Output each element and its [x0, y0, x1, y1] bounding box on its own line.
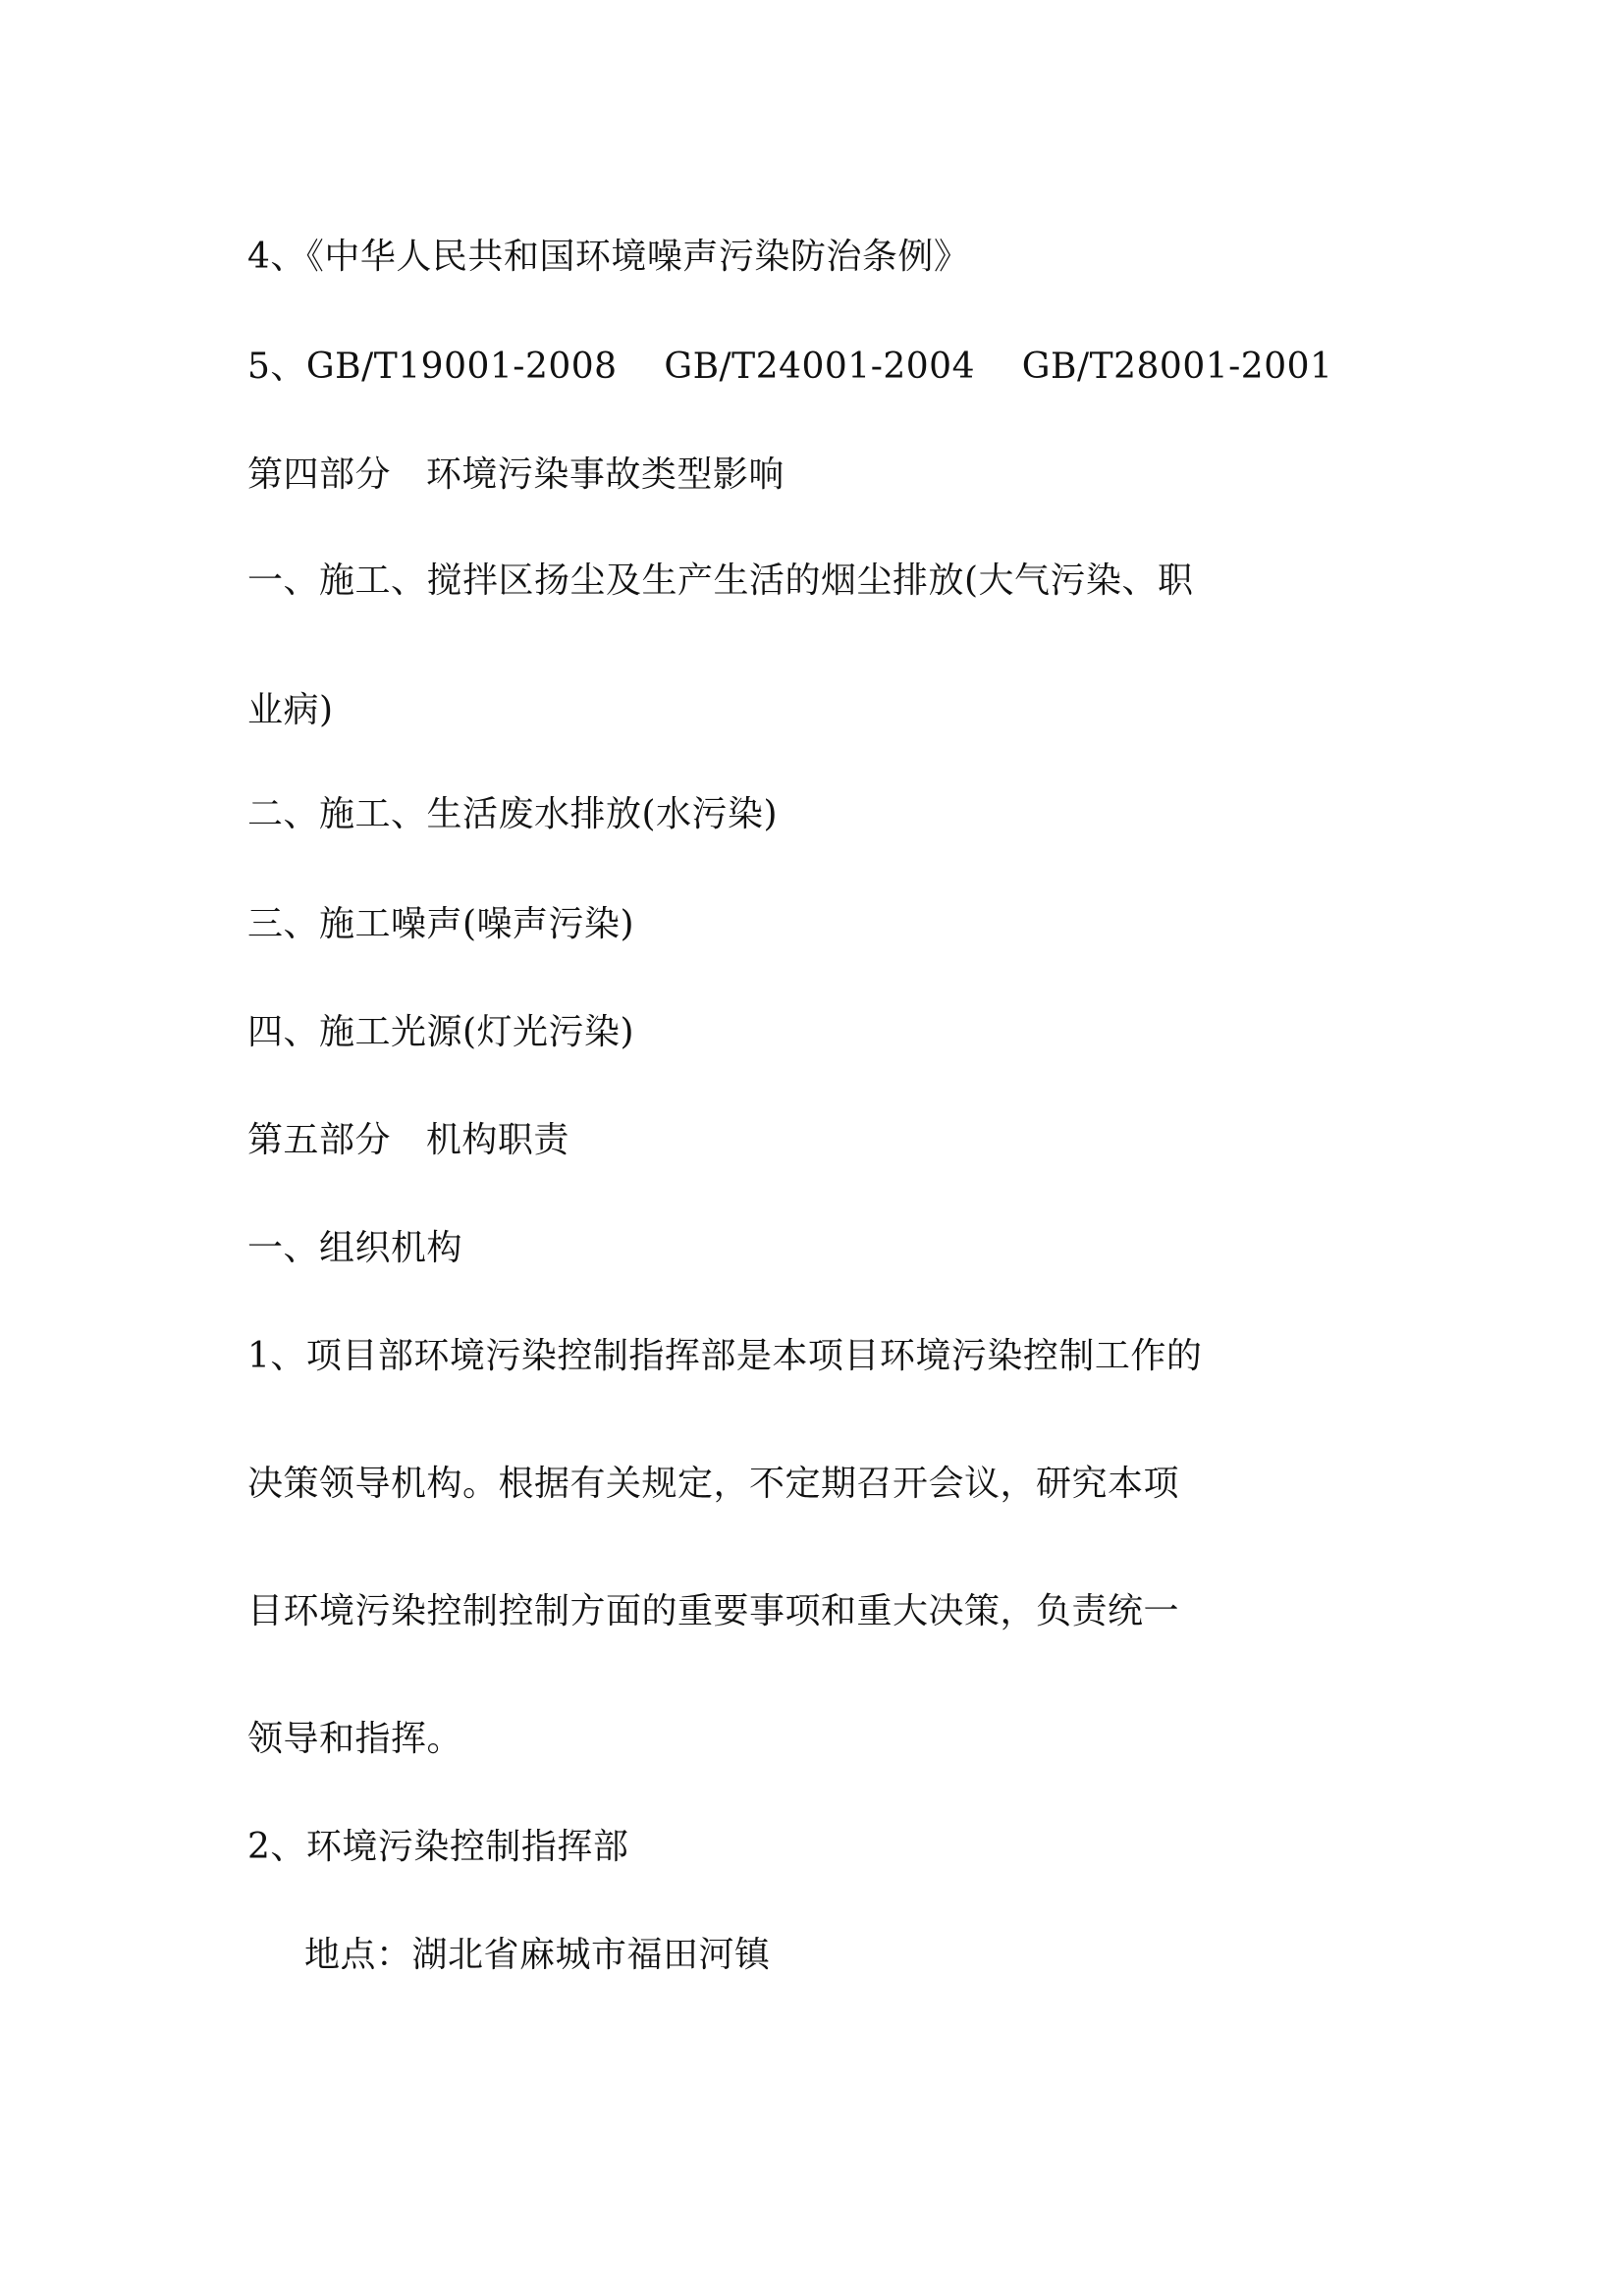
paragraph-line-3: 1、项目部环境污染控制指挥部是本项目环境污染控制工作的	[247, 1336, 1203, 1376]
list-item-regulation-4: 4、《中华人民共和国环境噪声污染防治条例》	[247, 237, 970, 277]
list-item-command-center: 2、环境污染控制指挥部	[247, 1827, 629, 1867]
paragraph-line-4: 决策领导机构。根据有关规定，不定期召开会议，研究本项	[247, 1464, 1180, 1504]
list-item-noise-pollution: 三、施工噪声(噪声污染)	[247, 904, 635, 944]
list-item-standards-5: 5、GB/T19001-2008 GB/T24001-2004 GB/T28001-2001	[247, 347, 1333, 387]
paragraph-line-5: 目环境污染控制控制方面的重要事项和重大决策，负责统一	[247, 1591, 1180, 1631]
paragraph-line-2: 业病)	[247, 690, 334, 730]
paragraph-line-6: 领导和指挥。	[247, 1719, 463, 1759]
paragraph-line-1: 一、施工、搅拌区扬尘及生产生活的烟尘排放(大气污染、职	[247, 561, 1194, 601]
list-item-water-pollution: 二、施工、生活废水排放(水污染)	[247, 794, 779, 834]
location-line: 地点：湖北省麻城市福田河镇	[304, 1935, 771, 1975]
section-heading-part-4: 第四部分 环境污染事故类型影响	[247, 454, 785, 495]
list-item-light-pollution: 四、施工光源(灯光污染)	[247, 1012, 635, 1052]
subheading-organization: 一、组织机构	[247, 1228, 463, 1268]
section-heading-part-5: 第五部分 机构职责	[247, 1120, 569, 1160]
